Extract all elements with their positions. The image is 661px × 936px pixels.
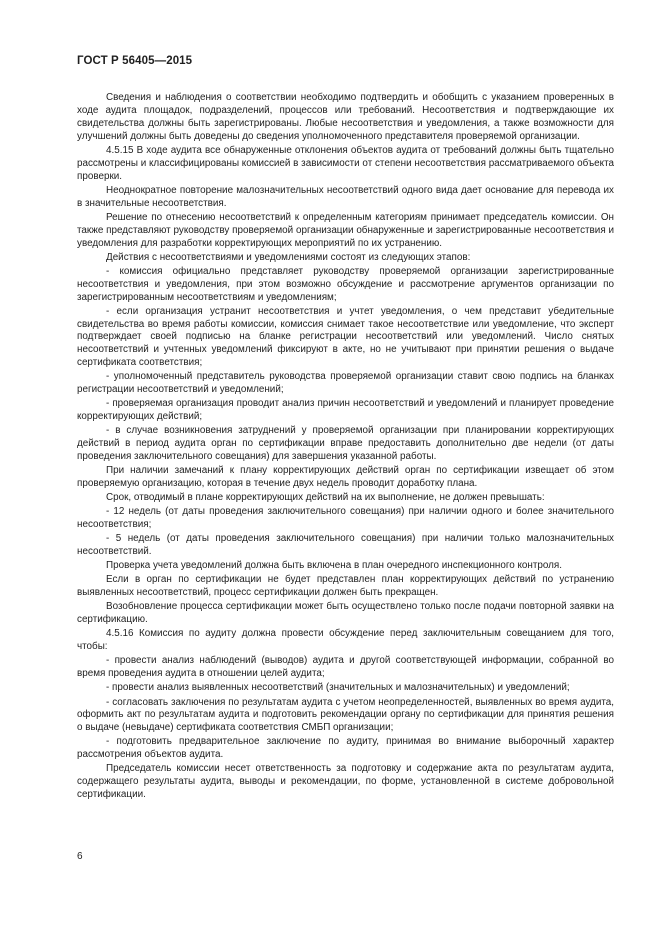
paragraph: При наличии замечаний к плану корректирующих действий орган по сертификации извещает об этом проверяемую организацию, которая в течение двух недель проводит доработку плана.: [77, 465, 614, 490]
list-item: - провести анализ выявленных несоответствий (значительных и малозначительных) и уведомлений;: [106, 682, 570, 694]
list-item: - провести анализ наблюдений (выводов) аудита и другой соответствующей информации, собранной во время проведения аудита в отношении целей аудита;: [77, 655, 614, 680]
list-item: - подготовить предварительное заключение по аудиту, принимая во внимание выборочный характер рассмотрения объектов аудита.: [77, 736, 614, 761]
list-item: - 12 недель (от даты проведения заключительного совещания) при наличии одного и более значительного несоответствия;: [77, 506, 614, 531]
paragraph: Решение по отнесению несоответствий к определенным категориям принимает председатель комиссии. Он также представляют руководству проверяемой организации обнаруженные и зарегистрированные несоответствия и уведомления для разработки корректирующих мероприятий по их устранению.: [77, 211, 614, 249]
page-number: 6: [77, 851, 83, 862]
list-item: - 5 недель (от даты проведения заключительного совещания) при наличии только малозначительных несоответствий.: [77, 533, 614, 558]
paragraph: Срок, отводимый в плане корректирующих действий на их выполнение, не должен превышать:: [106, 492, 545, 504]
paragraph: Если в орган по сертификации не будет представлен план корректирующих действий по устранению выявленных несоответствий, процесс сертификации должен быть прекращен.: [77, 574, 614, 599]
paragraph: Сведения и наблюдения о соответствии необходимо подтвердить и обобщить с указанием проверенных в ходе аудита площадок, подразделений, процессов или требований. Несоответствия и подтверждающие их свидетельства должны быть зарегистрированы. Любые несоответствия и уведомления, а также возможности для улучшений должны быть доведены до сведения уполномоченного представителя проверяемой организации.: [77, 92, 614, 142]
list-item: - в случае возникновения затруднений у проверяемой организации при планировании корректирующих действий в период аудита орган по сертификации вправе предоставить дополнительно две недели (от даты проведения заключительного совещания) для завершения указанной работы.: [77, 425, 614, 463]
paragraph: 4.5.15 В ходе аудита все обнаруженные отклонения объектов аудита от требований должны быть тщательно рассмотрены и классифицированы комиссией в зависимости от степени несоответствия рассматриваемого объекта проверки.: [77, 144, 614, 182]
document-header: ГОСТ Р 56405—2015: [77, 55, 193, 67]
list-item: - комиссия официально представляет руководству проверяемой организации зарегистрированные несоответствия и уведомления, при этом возможно обсуждение и рассмотрение аргументов организации по зарегистрированным несоответствиям и уведомлениям;: [77, 265, 614, 303]
paragraph: Председатель комиссии несет ответственность за подготовку и содержание акта по результатам аудита, содержащего результаты аудита, выводы и рекомендации, по форме, установленной в системе добровольной сертификации.: [77, 763, 614, 801]
paragraph: Неоднократное повторение малозначительных несоответствий одного вида дает основание для перевода их в значительные несоответствия.: [77, 184, 614, 209]
paragraph: Возобновление процесса сертификации может быть осуществлено только после подачи повторной заявки на сертификацию.: [77, 601, 614, 626]
list-item: - проверяемая организация проводит анализ причин несоответствий и уведомлений и планирует проведение корректирующих действий;: [77, 398, 614, 423]
list-item: - согласовать заключения по результатам аудита с учетом неопределенностей, выявленных во время аудита, оформить акт по результатам аудита и подготовить рекомендации органу по сертификации для принятия решения о выдаче (невыдаче) сертификата соответствия СМБП организации;: [77, 696, 614, 734]
list-item: - уполномоченный представитель руководства проверяемой организации ставит свою подпись на бланках регистрации несоответствий и уведомлений;: [77, 371, 614, 396]
paragraph: Действия с несоответствиями и уведомлениями состоят из следующих этапов:: [106, 251, 471, 263]
paragraph: Проверка учета уведомлений должна быть включена в план очередного инспекционного контроля.: [106, 560, 563, 572]
paragraph: 4.5.16 Комиссия по аудиту должна провести обсуждение перед заключительным совещанием для того, чтобы:: [77, 628, 614, 653]
document-body: [77, 92, 614, 803]
list-item: - если организация устранит несоответствия и учтет уведомления, о чем представит убедительные свидетельства во время работы комиссии, комиссия снимает такое несоответствие или уведомление, что эксперт подтверждает своей подписью на бланке регистрации несоответствий или уведомлений. Число снятых несоответствий и учтенных уведомлений фиксируют в акте, но не учитывают при принятии решения о выдаче сертификата соответствия;: [77, 305, 614, 369]
